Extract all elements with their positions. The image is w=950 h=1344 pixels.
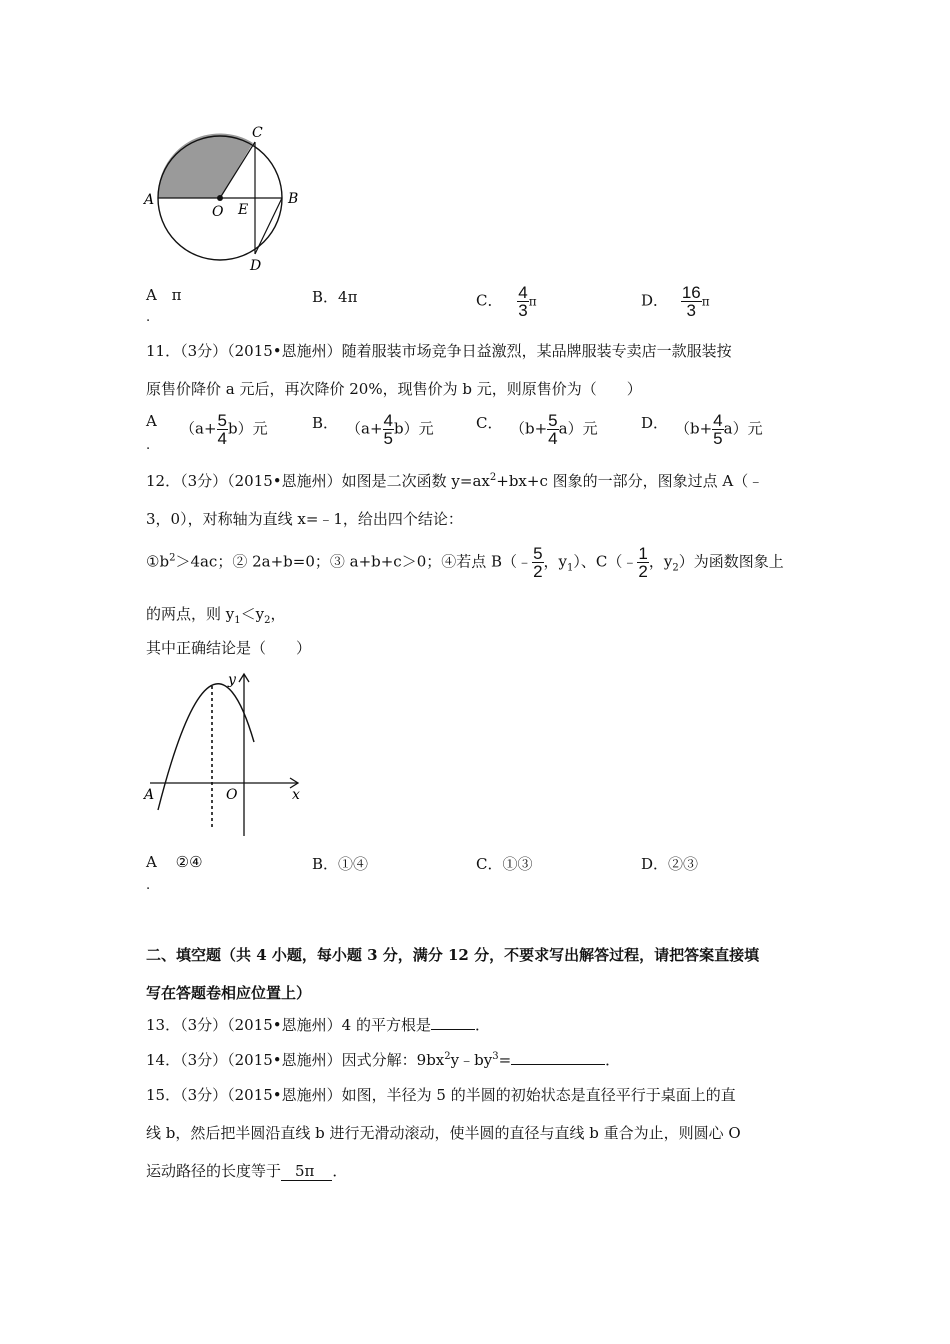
q14-mid: y﹣by [450, 1051, 493, 1069]
q12-l4-a: 的两点，则 y [146, 605, 235, 623]
q12-l4-b: ＜y [240, 605, 265, 623]
q11-option-c-expr [510, 412, 598, 447]
q10-option-b[interactable]: B．4π [312, 288, 358, 306]
q11-option-d-letter: D． [641, 414, 669, 432]
graph-label-y: y [228, 672, 236, 688]
q11-option-d-expr [675, 412, 763, 447]
q12-l4-sub2: 2 [264, 615, 271, 626]
section2-heading-line1: 二、填空题（共 4 小题，每小题 3 分，满分 12 分，不要求写出解答过程，请把答案直接填 [146, 946, 760, 964]
q10-option-d-letter: D． [641, 291, 669, 310]
q12-l3-sup: 2 [169, 552, 176, 564]
q11-line2: 原售价降价 a 元后，再次降价 20%，现售价为 b 元，则原售价为（ ） [146, 380, 642, 398]
parabola-graph [140, 668, 310, 840]
label-e: E [238, 202, 249, 218]
parabola-curve [158, 684, 254, 810]
q14-sup1: 2 [444, 1051, 451, 1062]
q12-f2-den: 2 [638, 562, 648, 581]
q11-c-den: 4 [548, 429, 558, 448]
q15-line2: 线 b，然后把半圆沿直线 b 进行无滑动滚动，使半圆的直径与直线 b 重合为止，则圆心 O [146, 1124, 741, 1142]
q12-l3-d: ）、C（﹣ [573, 552, 638, 571]
q11-b-den: 5 [383, 429, 393, 448]
q11-option-d[interactable] [641, 412, 668, 433]
q11-option-a-letter: A [146, 412, 157, 430]
q12-option-a-dot: . [146, 878, 151, 893]
q11-option-b-letter: B． [312, 414, 339, 432]
q12-option-a[interactable] [146, 853, 203, 871]
q14-pre: 14．（3分）（2015•恩施州）因式分解：9bx [146, 1051, 445, 1069]
q10-d-denominator: 3 [686, 301, 696, 320]
q12-option-a-letter: A [146, 853, 157, 871]
shaded-region [158, 133, 253, 198]
q11-d-post: a）元 [723, 419, 763, 438]
q15-line1: 15．（3分）（2015•恩施州）如图，半径为 5 的半圆的初始状态是直径平行于桌面上的直 [146, 1086, 736, 1104]
q10-option-c-letter: C． [476, 291, 503, 310]
q13-answer-blank[interactable] [431, 1029, 475, 1030]
q12-l3-c: ，y [543, 552, 568, 571]
segment-bd [255, 198, 282, 254]
q15-line3-pre: 运动路径的长度等于 [146, 1162, 282, 1180]
q12-l3-sub1: 1 [567, 562, 574, 574]
q11-option-b-expr [346, 412, 434, 447]
q12-line1 [146, 470, 763, 491]
q11-option-c-letter: C． [476, 414, 503, 432]
q11-option-b[interactable] [312, 412, 338, 433]
q10-option-d[interactable] [641, 284, 710, 319]
q12-line4 [146, 603, 286, 626]
q12-l3-b: ＞4ac；② 2a+b=0；③ a+b+c＞0；④若点 B（﹣ [175, 552, 533, 571]
label-c: C [252, 125, 263, 141]
q12-line2: 3，0），对称轴为直线 x=﹣1，给出四个结论： [146, 510, 463, 528]
q12-l3-a: ①b [146, 552, 170, 571]
label-b: B [288, 191, 299, 207]
q11-a-num: 5 [217, 411, 227, 430]
q10-c-pi: π [528, 294, 537, 309]
q10-option-c[interactable] [476, 284, 537, 319]
q10-d-numerator: 16 [681, 283, 701, 302]
q15-end: ． [332, 1162, 348, 1180]
q11-c-post: a）元 [558, 419, 598, 438]
q11-a-post: b）元 [227, 419, 268, 438]
q12-line1-pre: 12．（3分）（2015•恩施州）如图是二次函数 y=ax [146, 472, 490, 490]
q11-line1: 11．（3分）（2015•恩施州）随着服装市场竞争日益激烈，某品牌服装专卖店一款服装按 [146, 342, 732, 360]
q14-line [146, 1049, 620, 1070]
q12-line3 [146, 545, 784, 580]
q12-option-b[interactable]: B．①④ [312, 855, 369, 873]
graph-label-x: x [292, 787, 300, 803]
q12-option-d[interactable]: D．②③ [641, 855, 699, 873]
section2-heading-line2: 写在答题卷相应位置上） [146, 984, 312, 1002]
q10-c-denominator: 3 [518, 301, 528, 320]
q11-option-c[interactable] [476, 412, 502, 433]
q11-b-pre: （a+ [346, 419, 383, 438]
q12-line1-post: +bx+c 图象的一部分，图象过点 A（﹣ [496, 472, 764, 490]
q13-text: 13．（3分）（2015•恩施州）4 的平方根是 [146, 1016, 431, 1034]
q14-eq: = [498, 1051, 512, 1069]
q11-c-pre: （b+ [510, 419, 548, 438]
q12-l4-sub1: 1 [234, 615, 241, 626]
q11-a-den: 4 [217, 429, 227, 448]
q12-option-c[interactable]: C．①③ [476, 855, 533, 873]
q12-f1-den: 2 [533, 562, 543, 581]
q15-line3 [146, 1160, 347, 1181]
q12-l4-c: ， [270, 605, 286, 623]
q14-end: ． [605, 1051, 621, 1069]
q15-answer: 5π [281, 1162, 332, 1181]
q12-l3-sub2: 2 [672, 562, 679, 574]
q13-line [146, 1014, 490, 1035]
q11-b-num: 4 [383, 411, 393, 430]
q11-c-num: 5 [548, 411, 558, 430]
q11-d-num: 4 [713, 411, 723, 430]
label-d: D [250, 258, 262, 274]
q12-f2-num: 1 [638, 544, 648, 563]
q14-sup2: 3 [492, 1051, 499, 1062]
q11-d-pre: （b+ [675, 419, 713, 438]
circle-figure [140, 120, 310, 280]
q11-a-pre: （a+ [180, 419, 217, 438]
q14-answer-blank[interactable] [511, 1064, 605, 1065]
q10-option-a[interactable] [146, 286, 181, 304]
q10-c-numerator: 4 [518, 283, 528, 302]
q10-d-pi: π [701, 294, 710, 309]
q12-line5: 其中正确结论是（ ） [146, 639, 312, 657]
q11-option-a-dot: . [146, 438, 151, 453]
q11-option-a[interactable] [146, 412, 157, 430]
q12-l3-f: ）为函数图象上 [678, 552, 784, 571]
q10-option-a-dot: . [146, 310, 151, 325]
graph-label-a: A [144, 787, 155, 803]
q13-end: ． [474, 1016, 490, 1034]
q12-l3-e: ，y [648, 552, 673, 571]
q11-d-den: 5 [713, 429, 723, 448]
q12-f1-num: 5 [533, 544, 543, 563]
q12-option-a-text: ②④ [175, 853, 203, 871]
q11-b-post: b）元 [393, 419, 434, 438]
label-o: O [212, 204, 224, 220]
graph-label-o: O [226, 787, 238, 803]
q10-option-a-letter: A [146, 286, 157, 304]
center-point [217, 195, 223, 201]
label-a: A [144, 192, 155, 208]
q11-option-a-expr [180, 412, 268, 447]
q10-option-a-text: π [171, 286, 182, 304]
q12-line1-sup: 2 [489, 472, 497, 483]
